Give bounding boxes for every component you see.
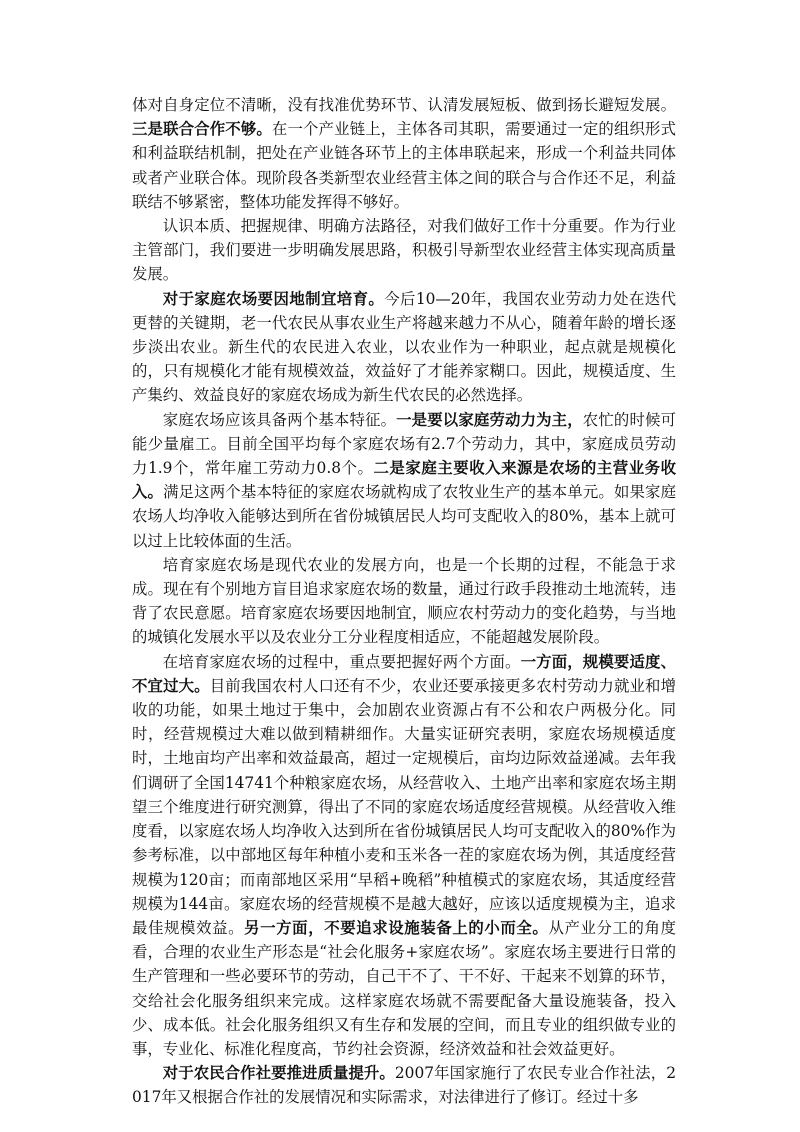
text-run: 目前我国农村人口还有不少，农业还要承接更多农村劳动力就业和增收的功能，如果土地过于集中，会加剧农业资源占有不公和农户两极分化。同时，经营规模过大难以做到精耕细作。大量实证研究表明，家庭农场规模适度时，土地亩均产出率和效益最高，超过一定规模后，亩均边际效益递减。去年我们调研了全国14741个种粮家庭农场，从经营收入、土地产出率和家庭农场主期望三个维度进行研究测算，得出了不同的家庭农场适度经营规模。从经营收入维度看，以家庭农场人均净收入达到所在省份城镇居民人均可支配收入的80%作为参考标准，以中部地区每年种植小麦和玉米各一茬的家庭农场为例，其适度经营规模为120亩；而南部地区采用“早稻+晚稻”种植模式的家庭农场，其适度经营规模为144亩。家庭农场的经营规模不是越大越好，应该以适度规模为主，追求最佳规模效益。: [132, 676, 676, 937]
text-run: 农忙的时候可能少量雇工。目前全国平均每个家庭农场有2.7个劳动力，其中，家庭成员劳动力1.9个，常年雇工劳动力0.8个。: [132, 410, 676, 478]
bold-heading-run: 一方面，规模要适度、不宜过大。: [132, 652, 676, 695]
bold-heading-run: 另一方面，不要追求设施装备上的小而全。: [244, 918, 549, 937]
bold-heading-run: 三是联合合作不够。: [132, 120, 272, 139]
text-run: 体对自身定位不清晰，没有找准优势环节、认清发展短板、做到扬长避短发展。: [132, 96, 676, 114]
body-paragraph: [132, 408, 676, 553]
body-paragraph: [132, 553, 676, 650]
body-text: [132, 93, 676, 1110]
bold-heading-run: 一是要以家庭劳动力为主，: [396, 410, 583, 429]
text-run: 家庭农场应该具备两个基本特征。: [162, 410, 397, 429]
text-run: 2007年国家施行了农民专业合作社法，2017年又根据合作社的发展情况和实际需求，对法律进行了修订。经过十多: [132, 1064, 676, 1107]
body-paragraph: [132, 1061, 676, 1109]
body-paragraph: [132, 214, 676, 287]
text-run: 在培育家庭农场的过程中，重点要把握好两个方面。: [162, 652, 521, 671]
text-run: 培育家庭农场是现代农业的发展方向，也是一个长期的过程，不能急于求成。现在有个别地方盲目追求家庭农场的数量，通过行政手段推动土地流转，违背了农民意愿。培育家庭农场要因地制宜，顺应农村劳动力的变化趋势，与当地的城镇化发展水平以及农业分工分业程度相适应，不能超越发展阶段。: [132, 555, 676, 647]
bold-heading-run: 二是家庭主要收入来源是农场的主营业务收入。: [132, 459, 676, 502]
text-run: 今后10—20年，我国农业劳动力处在迭代更替的关键期，老一代农民从事农业生产将越来越力不从心，随着年龄的增长逐步淡出农业。新生代的农民进入农业，以农业作为一种职业，起点就是规模化的，只有规模化才能有规模效益，效益好了才能养家糊口。因此，规模适度、生产集约、效益良好的家庭农场成为新生代农民的必然选择。: [132, 289, 676, 405]
bold-heading-run: 对于农民合作社要推进质量提升。: [162, 1064, 395, 1083]
text-run: 从产业分工的角度看，合理的农业生产形态是“社会化服务+家庭农场”。家庭农场主要进行日常的生产管理和一些必要环节的劳动，自己干不了、干不好、干起来不划算的环节，交给社会化服务组织来完成。这样家庭农场就不需要配备大量设施装备，投入少、成本低。社会化服务组织又有生存和发展的空间，而且专业的组织做专业的事，专业化、标准化程度高，节约社会资源，经济效益和社会效益更好。: [132, 918, 676, 1058]
text-run: 认识本质、把握规律、明确方法路径，对我们做好工作十分重要。作为行业主管部门，我们要进一步明确发展思路，积极引导新型农业经营主体实现高质量发展。: [132, 217, 676, 284]
body-paragraph: [132, 650, 676, 1061]
text-run: 在一个产业链上，主体各司其职，需要通过一定的组织形式和利益联结机制，把处在产业链各环节上的主体串联起来，形成一个利益共同体或者产业联合体。现阶段各类新型农业经营主体之间的联合与合作还不足，利益联结不够紧密，整体功能发挥得不够好。: [132, 120, 676, 211]
text-run: 满足这两个基本特征的家庭农场就构成了农牧业生产的基本单元。如果家庭农场人均净收入能够达到所在省份城镇居民人均可支配收入的80%，基本上就可以过上比较体面的生活。: [132, 483, 676, 550]
bold-heading-run: 对于家庭农场要因地制宜培育。: [162, 289, 385, 308]
body-paragraph: [132, 93, 676, 214]
body-paragraph: [132, 287, 676, 408]
